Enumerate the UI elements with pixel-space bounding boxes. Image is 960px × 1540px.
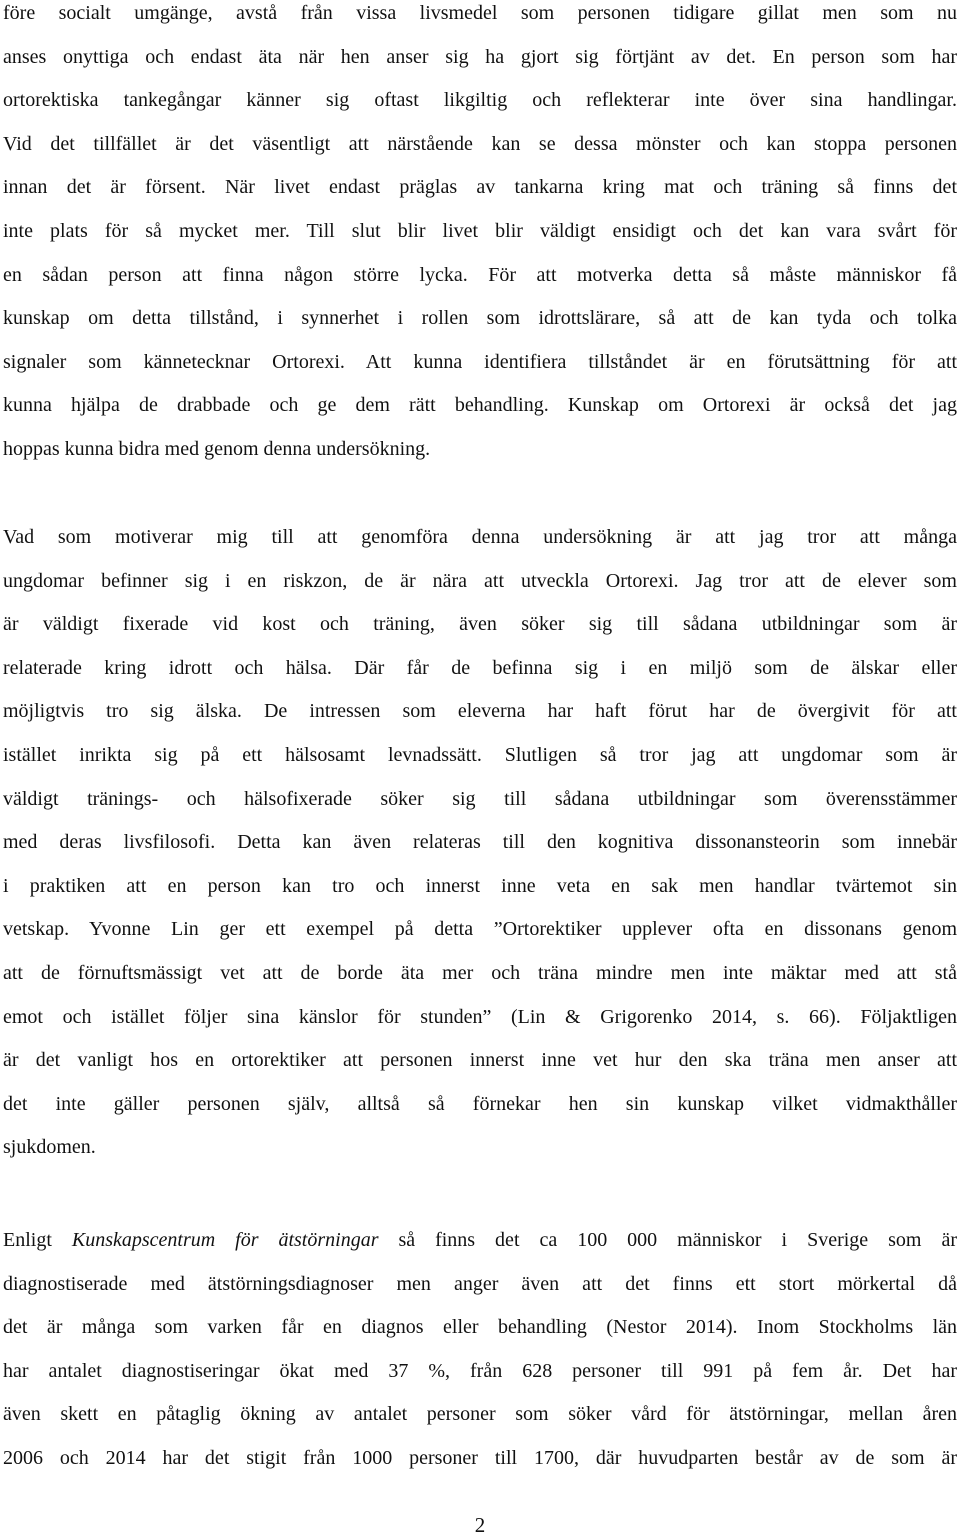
text-line: det är många som varken får en diagnos eller behandling (Nestor 2014). Inom Stockholms län — [3, 1316, 957, 1339]
text-line: att de förnuftsmässigt vet att de borde äta mer och träna mindre men inte mäktar med att stå — [3, 961, 957, 984]
text-line: med deras livsfilosofi. Detta kan även relateras till den kognitiva dissonansteorin som innebär — [3, 831, 957, 854]
text-line: diagnostiserade med ätstörningsdiagnoser men anger även att det finns ett stort mörkertal då — [3, 1272, 957, 1295]
text-line — [3, 1219, 957, 1263]
text-line: även skett en påtaglig ökning av antalet personer som söker vård för ätstörningar, mellan åren — [3, 1403, 957, 1426]
text-run: Enligt — [3, 1229, 72, 1251]
text-line: sjukdomen. — [3, 1136, 96, 1159]
text-line: 2006 och 2014 har det stigit från 1000 personer till 1700, där huvudparten består av de som är — [3, 1446, 957, 1469]
text-line: istället inrikta sig på ett hälsosamt levnadssätt. Slutligen så tror jag att ungdomar som är — [3, 743, 957, 766]
text-run: så finns det ca 100 000 människor i Sverige som är — [378, 1229, 957, 1251]
text-line: har antalet diagnostiseringar ökat med 37 %, från 628 personer till 991 på fem år. Det har — [3, 1359, 957, 1382]
text-line: Vad som motiverar mig till att genomföra denna undersökning är att jag tror att många — [3, 526, 957, 548]
text-line: en sådan person att finna någon större lycka. För att motverka detta så måste människor få — [3, 263, 957, 286]
text-line: är det vanligt hos en ortorektiker att personen innerst inne vet hur den ska träna men anser att — [3, 1049, 957, 1072]
text-line: relaterade kring idrott och hälsa. Där får de befinna sig i en miljö som de älskar eller — [3, 656, 957, 679]
paragraph-statistics — [3, 1219, 957, 1481]
paragraph-motivation — [3, 516, 957, 1170]
text-line: hoppas kunna bidra med genom denna undersökning. — [3, 437, 431, 460]
text-line: innan det är försent. När livet endast präglas av tankarna kring mat och träning så finns det — [3, 176, 957, 199]
paragraph-ortorexi-awareness — [3, 0, 957, 472]
text-line: möjligtvis tro sig älska. De intressen som eleverna har haft förut har de övergivit för att — [3, 700, 957, 723]
organization-name-italic: Kunskapscentrum för ätstörningar — [71, 1229, 379, 1251]
text-line: det inte gäller personen själv, alltså så förnekar hen sin kunskap vilket vidmakthåller — [3, 1092, 957, 1115]
text-line: inte plats för så mycket mer. Till slut blir livet blir väldigt ensidigt och det kan vara svårt för — [3, 219, 957, 242]
text-line: kunna hjälpa de drabbade och ge dem rätt behandling. Kunskap om Ortorexi är också det jag — [3, 394, 957, 417]
text-line: vetskap. Yvonne Lin ger ett exempel på detta ”Ortorektiker upplever ofta en dissonans genom — [3, 918, 957, 941]
text-line: kunskap om detta tillstånd, i synnerhet i rollen som idrottslärare, så att de kan tyda och tolka — [3, 307, 957, 330]
text-line: Vid det tillfället är det väsentligt att närstående kan se dessa mönster och kan stoppa personen — [3, 132, 957, 155]
text-line: anses onyttiga och endast äta när hen anser sig ha gjort sig förtjänt av det. En person som har — [3, 45, 957, 68]
text-line: i praktiken att en person kan tro och innerst inne veta en sak men handlar tvärtemot sin — [3, 874, 957, 897]
text-line: är väldigt fixerade vid kost och träning, även söker sig till sådana utbildningar som är — [3, 613, 957, 636]
text-line: signaler som kännetecknar Ortorexi. Att kunna identifiera tillståndet är en förutsättning för att — [3, 350, 957, 373]
text-line: ortorektiska tankegångar känner sig oftast likgiltig och reflekterar inte över sina handlingar. — [3, 89, 957, 112]
text-line: ungdomar befinner sig i en riskzon, de är nära att utveckla Ortorexi. Jag tror att de elever som — [3, 569, 957, 592]
text-line: före socialt umgänge, avstå från vissa livsmedel som personen tidigare gillat men som nu — [3, 2, 957, 24]
page-number: 2 — [474, 1513, 486, 1537]
text-line: väldigt tränings- och hälsofixerade söker sig till sådana utbildningar som överensstämmer — [3, 787, 957, 810]
text-line: emot och istället följer sina känslor för stunden” (Lin & Grigorenko 2014, s. 66). Följaktligen — [3, 1005, 957, 1028]
